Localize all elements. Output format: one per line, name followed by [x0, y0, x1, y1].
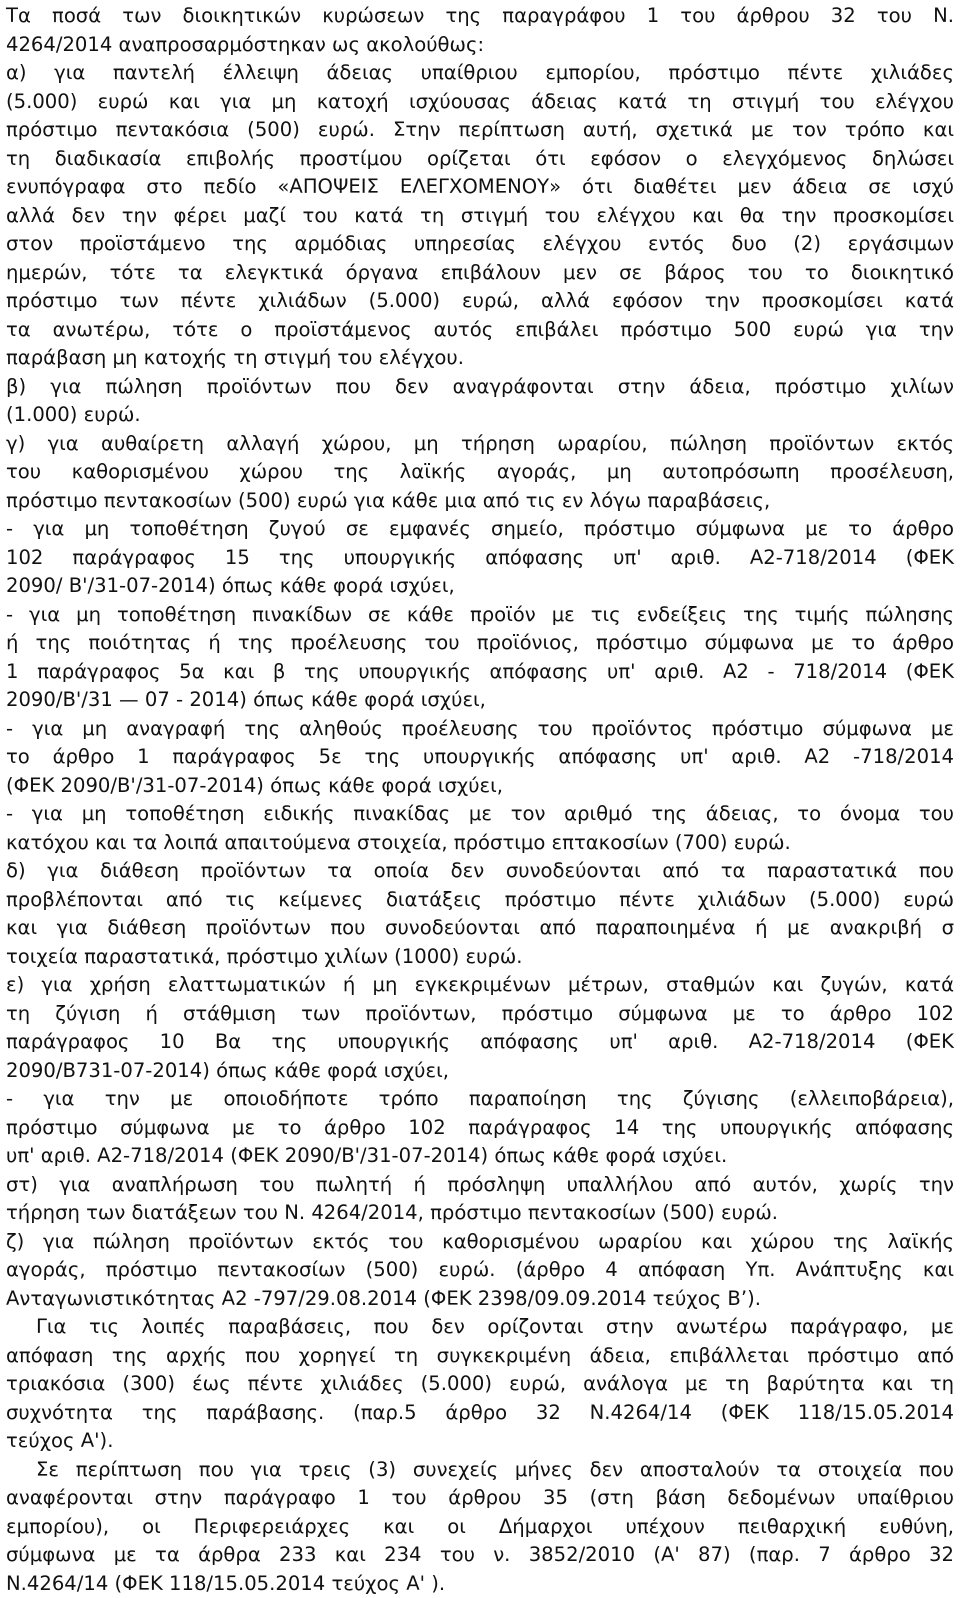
text-line: 1 παράγραφος 5α και β της υπουργικής απόφασης υπ' αριθ. Α2 - 718/2014 (ΦΕΚ: [6, 658, 954, 687]
text-line: ή της ποιότητας ή της προέλευσης του προϊόνιος, πρόστιμο σύμφωνα με το άρθρο: [6, 629, 954, 658]
text-line: α) για παντελή έλλειψη άδειας υπαίθριου εμπορίου, πρόστιμο πέντε χιλιάδες: [6, 59, 954, 88]
text-line: (5.000) ευρώ και για μη κατοχή ισχύουσας άδειας κατά τη στιγμή του ελέγχου: [6, 88, 954, 117]
text-line: τεύχος Α').: [6, 1427, 954, 1456]
text-line: Για τις λοιπές παραβάσεις, που δεν ορίζονται στην ανωτέρω παράγραφο, με: [6, 1313, 954, 1342]
text-line: Ν.4264/14 (ΦΕΚ 118/15.05.2014 τεύχος Α' ).: [6, 1570, 954, 1598]
text-line: ημερών, τότε τα ελεγκτικά όργανα επιβάλουν μεν σε βάρος του το διοικητικό: [6, 259, 954, 288]
text-line: αλλά δεν την φέρει μαζί του κατά τη στιγμή του ελέγχου και θα την προσκομίσει: [6, 202, 954, 231]
text-line: 2090/ Β'/31-07-2014) όπως κάθε φορά ισχύει,: [6, 572, 954, 601]
text-line: συχνότητα της παράβασης. (παρ.5 άρθρο 32 Ν.4264/14 (ΦΕΚ 118/15.05.2014: [6, 1399, 954, 1428]
text-line: σύμφωνα με τα άρθρα 233 και 234 του ν. 3852/2010 (Α' 87) (παρ. 7 άρθρο 32: [6, 1541, 954, 1570]
text-line: 2090/Β'/31 — 07 - 2014) όπως κάθε φορά ισχύει,: [6, 686, 954, 715]
text-line: πρόστιμο των πέντε χιλιάδων (5.000) ευρώ, αλλά εφόσον την προσκομίσει κατά: [6, 287, 954, 316]
text-line: δ) για διάθεση προϊόντων τα οποία δεν συνοδεύονται από τα παραστατικά που: [6, 857, 954, 886]
text-line: παράγραφος 10 Βα της υπουργικής απόφασης υπ' αριθ. Α2-718/2014 (ΦΕΚ: [6, 1028, 954, 1057]
text-line: β) για πώληση προϊόντων που δεν αναγράφονται στην άδεια, πρόστιμο χιλίων: [6, 373, 954, 402]
text-line: τήρηση των διατάξεων του Ν. 4264/2014, πρόστιμο πεντακοσίων (500) ευρώ.: [6, 1199, 954, 1228]
document-body: [6, 2, 954, 1598]
text-line: 2090/Β731-07-2014) όπως κάθε φορά ισχύει,: [6, 1057, 954, 1086]
text-line: στ) για αναπλήρωση του πωλητή ή πρόσληψη υπαλλήλου από αυτόν, χωρίς την: [6, 1171, 954, 1200]
text-line: πρόστιμο πεντακόσια (500) ευρώ. Στην περίπτωση αυτή, σχετικά με τον τρόπο και: [6, 116, 954, 145]
text-line: (ΦΕΚ 2090/Β'/31-07-2014) όπως κάθε φορά ισχύει,: [6, 772, 954, 801]
text-line: 4264/2014 αναπροσαρμόστηκαν ως ακολούθως:: [6, 31, 954, 60]
text-line: προβλέπονται από τις κείμενες διατάξεις πρόστιμο πέντε χιλιάδων (5.000) ευρώ: [6, 886, 954, 915]
text-line: Τα ποσά των διοικητικών κυρώσεων της παραγράφου 1 του άρθρου 32 του Ν.: [6, 2, 954, 31]
text-line: τη ζύγιση ή στάθμιση των προϊόντων, πρόστιμο σύμφωνα με το άρθρο 102: [6, 1000, 954, 1029]
text-line: - για μη τοποθέτηση ειδικής πινακίδας με τον αριθμό της άδειας, το όνομα του: [6, 800, 954, 829]
text-line: τοιχεία παραστατικά, πρόστιμο χιλίων (1000) ευρώ.: [6, 943, 954, 972]
text-line: - για την με οποιοδήποτε τρόπο παραποίηση της ζύγισης (ελλειποβάρεια),: [6, 1085, 954, 1114]
text-line: - για μη τοποθέτηση πινακίδων σε κάθε προϊόν με τις ενδείξεις της τιμής πώλησης: [6, 601, 954, 630]
text-line: τα ανωτέρω, τότε ο προϊστάμενος αυτός επιβάλει πρόστιμο 500 ευρώ για την: [6, 316, 954, 345]
text-line: πρόστιμο σύμφωνα με το άρθρο 102 παράγραφος 14 της υπουργικής απόφασης: [6, 1114, 954, 1143]
text-line: 102 παράγραφος 15 της υπουργικής απόφασης υπ' αριθ. Α2-718/2014 (ΦΕΚ: [6, 544, 954, 573]
text-line: υπ' αριθ. Α2-718/2014 (ΦΕΚ 2090/Β'/31-07-2014) όπως κάθε φορά ισχύει.: [6, 1142, 954, 1171]
text-line: ενυπόγραφα στο πεδίο «ΑΠΟΨΕΙΣ ΕΛΕΓΧΟΜΕΝΟΥ» ότι διαθέτει μεν άδεια σε ισχύ: [6, 173, 954, 202]
text-line: αγοράς, πρόστιμο πεντακοσίων (500) ευρώ. (άρθρο 4 απόφαση Υπ. Ανάπτυξης και: [6, 1256, 954, 1285]
text-line: τριακόσια (300) έως πέντε χιλιάδες (5.000) ευρώ, ανάλογα με τη βαρύτητα και τη: [6, 1370, 954, 1399]
text-line: ε) για χρήση ελαττωματικών ή μη εγκεκριμένων μέτρων, σταθμών και ζυγών, κατά: [6, 971, 954, 1000]
text-line: αναφέρονται στην παράγραφο 1 του άρθρου 35 (στη βάση δεδομένων υπαίθριου: [6, 1484, 954, 1513]
text-line: - για μη τοποθέτηση ζυγού σε εμφανές σημείο, πρόστιμο σύμφωνα με το άρθρο: [6, 515, 954, 544]
text-line: και για διάθεση προϊόντων που συνοδεύονται από παραπoιημένα ή με ανακριβή σ: [6, 914, 954, 943]
text-line: Ανταγωνιστικότητας Α2 -797/29.08.2014 (ΦΕΚ 2398/09.09.2014 τεύχος Β’).: [6, 1285, 954, 1314]
text-line: στον προϊστάμενο της αρμόδιας υπηρεσίας ελέγχου εντός δυο (2) εργάσιμων: [6, 230, 954, 259]
text-line: παράβαση μη κατοχής τη στιγμή του ελέγχου.: [6, 344, 954, 373]
text-line: - για μη αναγραφή της αληθούς προέλευσης του προϊόντος πρόστιμο σύμφωνα με: [6, 715, 954, 744]
text-line: απόφαση της αρχής που χορηγεί τη συγκεκριμένη άδεια, επιβάλλεται πρόστιμο από: [6, 1342, 954, 1371]
text-line: πρόστιμο πεντακοσίων (500) ευρώ για κάθε μια από τις εν λόγω παραβάσεις,: [6, 487, 954, 516]
text-line: ζ) για πώληση προϊόντων εκτός του καθορισμένου ωραρίου και χώρου της λαϊκής: [6, 1228, 954, 1257]
text-line: γ) για αυθαίρετη αλλαγή χώρου, μη τήρηση ωραρίου, πώληση προϊόντων εκτός: [6, 430, 954, 459]
text-line: κατόχου και τα λοιπά απαιτούμενα στοιχεία, πρόστιμο επτακοσίων (700) ευρώ.: [6, 829, 954, 858]
text-line: του καθορισμένου χώρου της λαϊκής αγοράς, μη αυτοπρόσωπη προσέλευση,: [6, 458, 954, 487]
text-line: το άρθρο 1 παράγραφος 5ε της υπουργικής απόφασης υπ' αριθ. Α2 -718/2014: [6, 743, 954, 772]
text-line: εμπορίου), οι Περιφερειάρχες και οι Δήμαρχοι υπέχουν πειθαρχική ευθύνη,: [6, 1513, 954, 1542]
text-line: τη διαδικασία επιβολής προστίμου ορίζεται ότι εφόσον ο ελεγχόμενος δηλώσει: [6, 145, 954, 174]
text-line: (1.000) ευρώ.: [6, 401, 954, 430]
text-line: Σε περίπτωση που για τρεις (3) συνεχείς μήνες δεν αποσταλούν τα στοιχεία που: [6, 1456, 954, 1485]
